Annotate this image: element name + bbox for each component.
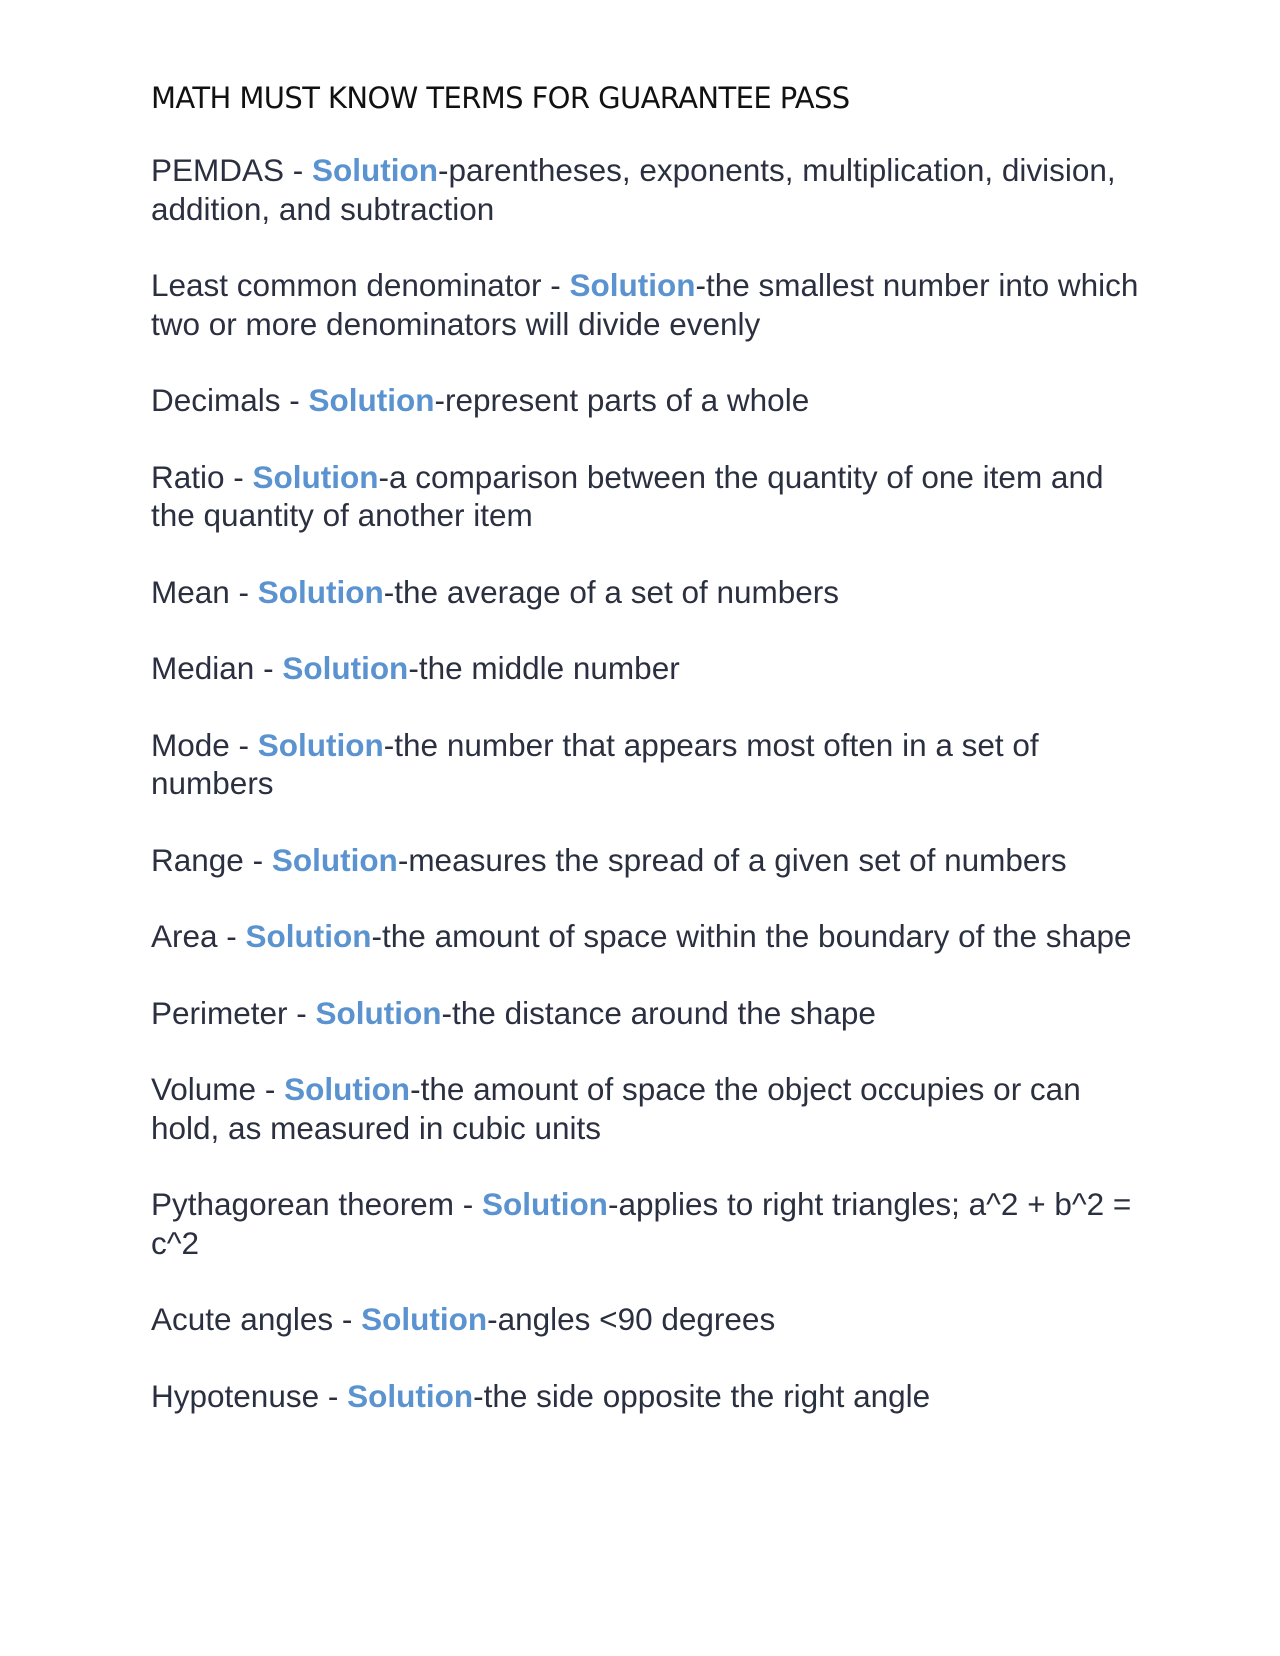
term-entry xyxy=(151,1185,1141,1262)
definition-prefix: - xyxy=(378,458,390,495)
term-entry xyxy=(151,841,1141,880)
term-name: Least common denominator xyxy=(151,267,542,303)
term-definition: the distance around the shape xyxy=(452,994,876,1031)
term-separator: - xyxy=(541,267,570,303)
document-title: MATH MUST KNOW TERMS FOR GUARANTEE PASS xyxy=(151,81,850,115)
definition-prefix: - xyxy=(383,573,395,610)
term-definition: a comparison between the quantity of one item and the quantity of another item xyxy=(151,458,1104,533)
term-name: Pythagorean theorem xyxy=(151,1186,454,1222)
term-definition: applies to right triangles; a^2 + b^2 = c^2 xyxy=(151,1186,1132,1261)
term-entry xyxy=(151,381,1141,420)
definition-prefix: - xyxy=(397,841,409,878)
definition-prefix: - xyxy=(473,1377,484,1414)
definition-prefix: - xyxy=(441,994,453,1031)
solution-label: Solution xyxy=(481,1186,608,1222)
term-name: PEMDAS xyxy=(151,152,285,188)
definition-prefix: - xyxy=(487,1301,498,1337)
term-name: Perimeter xyxy=(151,994,288,1031)
definition-prefix: - xyxy=(607,1186,619,1222)
term-entry xyxy=(151,1377,1141,1416)
solution-label: Solution xyxy=(569,267,696,303)
solution-label: Solution xyxy=(312,152,439,188)
solution-label: Solution xyxy=(284,1071,411,1107)
definition-prefix: - xyxy=(410,1071,421,1107)
term-name: Mode xyxy=(151,726,230,763)
term-separator: - xyxy=(254,650,283,686)
term-separator: - xyxy=(453,1186,482,1222)
term-name: Hypotenuse xyxy=(151,1377,320,1414)
solution-label: Solution xyxy=(257,573,384,610)
solution-label: Solution xyxy=(245,918,372,954)
term-entry xyxy=(151,458,1141,535)
term-separator: - xyxy=(217,918,246,954)
term-entry xyxy=(151,573,1141,612)
term-definition: measures the spread of a given set of numbers xyxy=(408,841,1067,878)
solution-label: Solution xyxy=(308,382,435,418)
term-definition: angles <90 degrees xyxy=(497,1301,776,1337)
term-name: Mean xyxy=(151,573,230,610)
definition-prefix: - xyxy=(371,918,383,954)
solution-label: Solution xyxy=(252,458,379,495)
term-separator: - xyxy=(333,1301,362,1337)
term-entry xyxy=(151,917,1141,956)
term-definition: the smallest number into which two or more denominators will divide evenly xyxy=(151,267,1139,342)
term-separator: - xyxy=(319,1377,348,1414)
term-separator: - xyxy=(280,382,309,418)
term-entry xyxy=(151,1070,1141,1147)
term-separator: - xyxy=(229,573,258,610)
term-name: Volume xyxy=(151,1071,257,1107)
term-entry xyxy=(151,649,1141,688)
solution-label: Solution xyxy=(257,726,384,763)
term-name: Decimals xyxy=(151,382,281,418)
solution-label: Solution xyxy=(361,1301,488,1337)
term-name: Median xyxy=(151,650,255,686)
term-separator: - xyxy=(224,458,253,495)
definition-prefix: - xyxy=(695,267,706,303)
definition-prefix: - xyxy=(383,726,395,763)
term-separator: - xyxy=(256,1071,285,1107)
solution-label: Solution xyxy=(315,994,442,1031)
solution-label: Solution xyxy=(282,650,409,686)
term-definition: the average of a set of numbers xyxy=(394,573,840,610)
term-entry xyxy=(151,266,1141,343)
term-entry xyxy=(151,994,1141,1033)
term-definition: represent parts of a whole xyxy=(445,382,810,418)
term-definition: the amount of space the object occupies or can hold, as measured in cubic units xyxy=(151,1071,1081,1146)
term-name: Range xyxy=(151,841,244,878)
term-entry xyxy=(151,1300,1141,1339)
term-definition: parentheses, exponents, multiplication, division, addition, and subtraction xyxy=(151,152,1116,227)
term-separator: - xyxy=(287,994,316,1031)
term-name: Area xyxy=(151,918,218,954)
definition-prefix: - xyxy=(408,650,419,686)
term-entry xyxy=(151,151,1141,228)
term-definition: the number that appears most often in a set of numbers xyxy=(151,726,1039,801)
definition-prefix: - xyxy=(434,382,446,418)
term-separator: - xyxy=(229,726,258,763)
term-definition: the middle number xyxy=(418,650,680,686)
term-name: Ratio xyxy=(151,458,225,495)
terms-list xyxy=(151,151,1141,1453)
term-name: Acute angles xyxy=(151,1301,334,1337)
solution-label: Solution xyxy=(347,1377,474,1414)
term-separator: - xyxy=(284,152,313,188)
solution-label: Solution xyxy=(271,841,398,878)
term-entry xyxy=(151,726,1141,803)
term-definition: the amount of space within the boundary of the shape xyxy=(382,918,1132,954)
term-definition: the side opposite the right angle xyxy=(483,1377,931,1414)
term-separator: - xyxy=(243,841,272,878)
definition-prefix: - xyxy=(438,152,449,188)
